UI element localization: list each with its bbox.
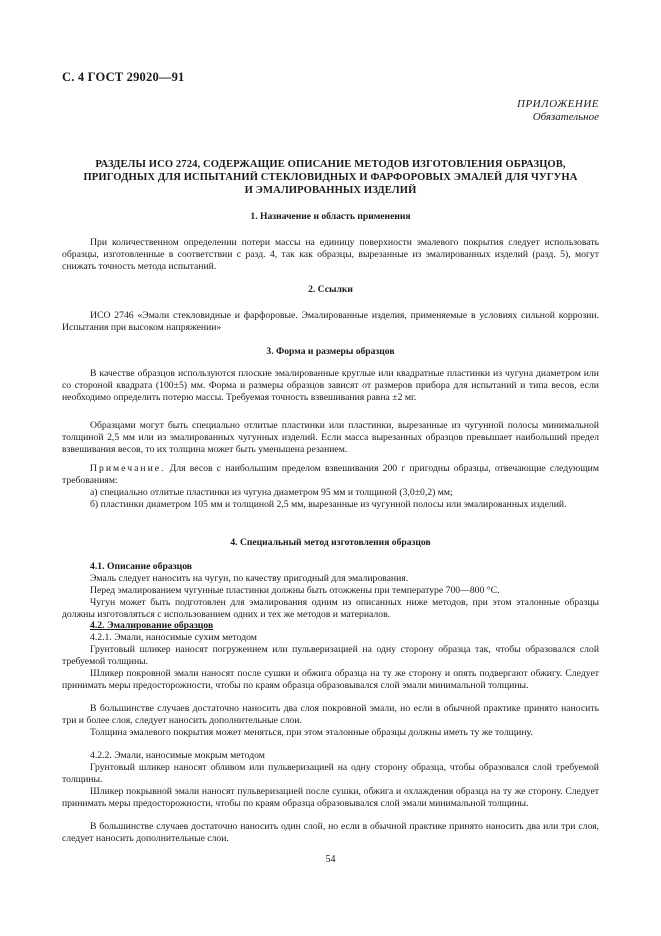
paragraph-4-2-2-a: Грунтовый шликер наносят обливом или пульверизацией на одну сторону образца, чтобы образовался слой требуемой толщины. bbox=[62, 762, 599, 785]
paragraph-4-2-1-c: В большинстве случаев достаточно наносить два слоя покровной эмали, но если в обычной практике принято наносить три и более слоя, следует наносить дополнительные слои. bbox=[62, 703, 599, 726]
section-3-paragraph-2: Образцами могут быть специально отлитые пластинки или пластинки, вырезанные из чугунной полосы минимальной толщиной 2,5 мм или из эмалированных чугунных изделий. Если масса вырезанных образцов превышает наибольший предел взвешивания весов, то их толщина может быть уменьшена резанием. bbox=[62, 420, 599, 455]
section-3-note bbox=[62, 463, 599, 487]
appendix-label: ПРИЛОЖЕНИЕ bbox=[517, 98, 599, 110]
title-line-3: И ЭМАЛИРОВАННЫХ ИЗДЕЛИЙ bbox=[244, 185, 417, 196]
note-item-b: б) пластинки диаметром 105 мм и толщиной 2,5 мм, вырезанные из чугунной полосы или эмалированных изделий. bbox=[90, 499, 567, 510]
paragraph-4-1-a: Эмаль следует наносить на чугун, по качеству пригодный для эмалирования. bbox=[90, 573, 409, 584]
appendix-block bbox=[517, 98, 599, 124]
paragraph-4-1-b: Перед эмалированием чугунные пластинки должны быть отожжены при температуре 700—800 °С. bbox=[90, 585, 500, 596]
note-label: Примечание. bbox=[90, 463, 166, 474]
paragraph-4-2-1-b: Шликер покровной эмали наносят после сушки и обжига образца на ту же сторону и опять подвергают обжигу. Следует принимать меры предосторожности, чтобы по краям образца образовывался слой эмали минимальной толщины. bbox=[62, 668, 599, 691]
standard-header: С. 4 ГОСТ 29020—91 bbox=[62, 70, 185, 84]
paragraph-4-2-1-a: Грунтовый шликер наносят погружением или пульверизацией на одну сторону образца так, чтобы образовался слой требуемой толщины. bbox=[62, 644, 599, 667]
note-text: Для весов с наибольшим пределом взвешивания 200 г пригодны образцы, отвечающие следующим требованиям: bbox=[62, 463, 599, 486]
section-3-paragraph-1: В качестве образцов используются плоские эмалированные круглые или квадратные пластинки из чугуна диаметром или со стороной квадрата (100±5) мм. Форма и размеры образцов зависят от размеров прибора для испытаний и типа весов, если необходимо определить потерю массы. Требуемая точность взвешивания равна ±2 мг. bbox=[62, 368, 599, 403]
subsection-4-1-heading: 4.1. Описание образцов bbox=[90, 561, 193, 572]
section-4-heading: 4. Специальный метод изготовления образцов bbox=[230, 537, 431, 548]
section-3-heading: 3. Форма и размеры образцов bbox=[266, 346, 395, 357]
subsection-4-2-heading: 4.2. Эмалирование образцов bbox=[90, 620, 214, 631]
section-2-paragraph: ИСО 2746 «Эмали стекловидные и фарфоровые. Эмалированные изделия, применяемые в условиях сильной коррозии. Испытания при высоком напряжении» bbox=[62, 310, 599, 333]
title-line-1: РАЗДЕЛЫ ИСО 2724, СОДЕРЖАЩИЕ ОПИСАНИЕ МЕТОДОВ ИЗГОТОВЛЕНИЯ ОБРАЗЦОВ, bbox=[95, 159, 566, 170]
note-item-a: а) специально отлитые пластинки из чугуна диаметром 95 мм и толщиной (3,0±0,2) мм; bbox=[90, 487, 453, 498]
subsection-4-2-2-heading: 4.2.2. Эмали, наносимые мокрым методом bbox=[90, 750, 265, 761]
appendix-status: Обязательное bbox=[532, 111, 599, 123]
paragraph-4-2-2-b: Шликер покрывной эмали наносят пульверизацией после сушки, обжига и охлаждения образца на ту же сторону. Следует принимать меры предосторожности, чтобы по краям образца образовывался слой эмали минимальной толщины. bbox=[62, 786, 599, 809]
paragraph-4-2-2-c: В большинстве случаев достаточно наносить один слой, но если в обычной практике принято наносить два или три слоя, следует наносить дополнительные слои. bbox=[62, 821, 599, 844]
subsection-4-2-1-heading: 4.2.1. Эмали, наносимые сухим методом bbox=[90, 632, 257, 643]
section-1-heading: 1. Назначение и область применения bbox=[250, 211, 411, 222]
paragraph-4-1-c: Чугун может быть подготовлен для эмалирования одним из описанных ниже методов, при этом эталонные образцы должны изготовляться с использованием одних и тех же методов и материалов. bbox=[62, 597, 599, 620]
paragraph-4-2-1-d: Толщина эмалевого покрытия может меняться, при этом эталонные образцы должны иметь ту же толщину. bbox=[90, 727, 533, 738]
section-1-paragraph: При количественном определении потери массы на единицу поверхности эмалевого покрытия следует использовать образцы, изготовленные в соответствии с разд. 4, так как образцы, вырезанные из эмалированных изделий (разд. 5), могут снижать точность метода испытаний. bbox=[62, 237, 599, 272]
section-2-heading: 2. Ссылки bbox=[308, 284, 353, 295]
title-line-2: ПРИГОДНЫХ ДЛЯ ИСПЫТАНИЙ СТЕКЛОВИДНЫХ И ФАРФОРОВЫХ ЭМАЛЕЙ ДЛЯ ЧУГУНА bbox=[83, 172, 578, 183]
document-title bbox=[62, 158, 599, 197]
page-number: 54 bbox=[325, 854, 336, 865]
